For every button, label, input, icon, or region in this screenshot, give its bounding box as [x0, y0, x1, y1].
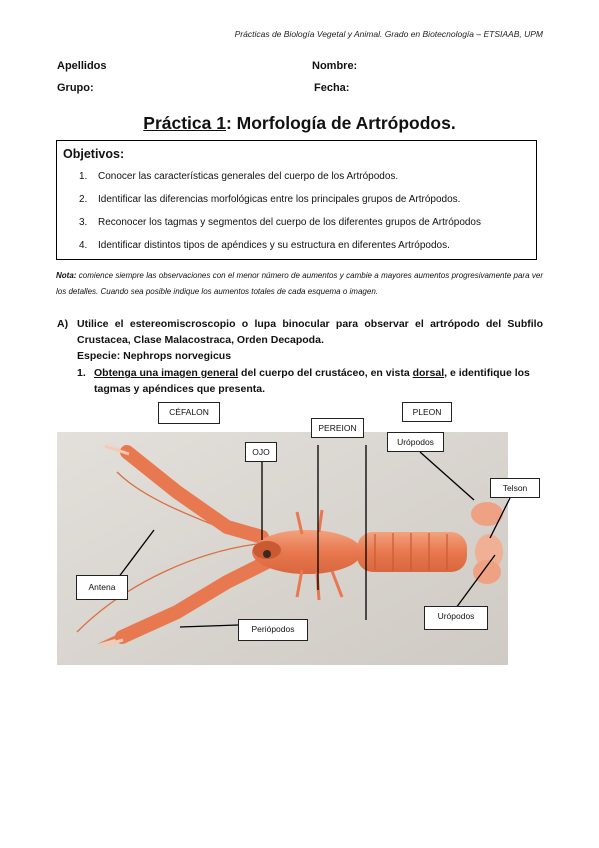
note-text: comience siempre las observaciones con el menor número de aumentos y cambie a mayores aumentos progresivamente para ver los detalles. Cuando sea posible indique los aumentos totales de cada esquema o imagen.: [56, 271, 543, 296]
objective-item: 3. Reconocer los tagmas y segmentos del cuerpo de los diferentes grupos de Artrópodos: [79, 217, 481, 228]
question-1-number: 1.: [77, 367, 86, 379]
pleon-label: PLEON: [402, 402, 452, 422]
question-1-line1: Obtenga una imagen general del cuerpo del crustáceo, en vista dorsal, e identifique los: [94, 367, 530, 379]
antena-label: Antena: [76, 575, 128, 600]
running-header: Prácticas de Biología Vegetal y Animal. Grado en Biotecnología – ETSIAAB, UPM: [234, 29, 543, 39]
objective-item: 2. Identificar las diferencias morfológicas entre los principales grupos de Artrópodos.: [79, 194, 461, 205]
pereion-label: PEREION: [311, 418, 364, 438]
species-line: Especie: Nephrops norvegicus: [77, 350, 232, 362]
section-a-marker: A): [57, 318, 69, 330]
note-label: Nota:: [56, 271, 77, 280]
objectives-heading: Objetivos:: [63, 147, 125, 161]
uropodos-bottom-label: Urópodos: [424, 606, 488, 630]
uropodos-top-label: Urópodos: [387, 432, 444, 452]
question-1-line2: tagmas y apéndices que presenta.: [94, 383, 265, 395]
periopodos-label: Periópodos: [238, 619, 308, 641]
objective-item: 4. Identificar distintos tipos de apéndices y su estructura en diferentes Artrópodos.: [79, 240, 450, 251]
apellidos-label: Apellidos: [57, 60, 107, 72]
cefalon-label: CÉFALON: [158, 402, 220, 424]
telson-label: Telson: [490, 478, 540, 498]
fecha-label: Fecha:: [314, 82, 350, 94]
section-a-line1: Utilice el estereomiscroscopio o lupa binocular para observar el artrópodo del Subfilo: [77, 318, 543, 330]
section-a-line2: Crustacea, Clase Malacostraca, Orden Decapoda.: [77, 334, 324, 346]
objective-item: 1. Conocer las características generales del cuerpo de los Artrópodos.: [79, 171, 399, 182]
ojo-label: OJO: [245, 442, 277, 462]
nombre-label: Nombre:: [312, 60, 358, 72]
title-prefix: Práctica 1: [143, 113, 226, 133]
title-rest: : Morfología de Artrópodos.: [225, 113, 456, 133]
grupo-label: Grupo:: [57, 82, 94, 94]
